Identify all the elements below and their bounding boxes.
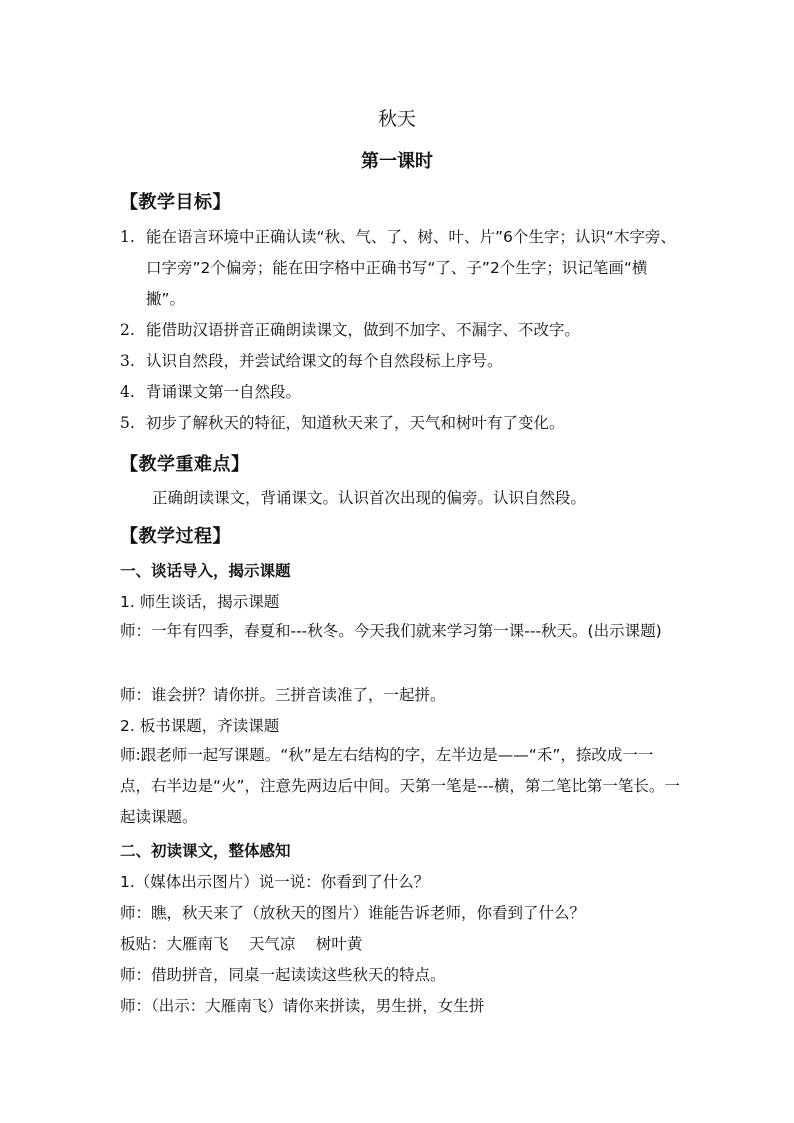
goal-item-1: [120, 222, 680, 315]
goal-item-3: [120, 346, 680, 377]
section-1-paragraph-3: 师:跟老师一起写课题。“秋”是左右结构的字，左半边是——“禾”，捺改成一一点，右半边是“火”，注意先两边后中间。天第一笔是---横，第二笔比第一笔长。一起读课题。: [120, 746, 680, 826]
section-1-title: 一、谈话导入，揭示课题: [120, 562, 291, 580]
section-2-paragraph-1: 师：瞧，秋天来了（放秋天的图片）谁能告诉老师，你看到了什么？: [120, 904, 586, 922]
goals-heading: 【教学目标】: [120, 192, 231, 213]
goal-item-5: [120, 408, 680, 439]
document-title: 秋天: [377, 108, 416, 130]
goal-number: 4.: [120, 383, 135, 401]
goal-text: 能在语言环境中正确认读“秋、气、了、树、叶、片”6个生字；认识“木字旁、口字旁”2个偏旁；能在田字格中正确书写“了、子”2个生字；识记笔画“横撇”。: [146, 228, 676, 308]
key-points-text: 正确朗读课文，背诵课文。认识首次出现的偏旁。认识自然段。: [152, 489, 587, 507]
section-1-paragraph-1: 师：一年有四季，春夏和---秋冬。今天我们就来学习第一课---秋天。(出示课题): [120, 622, 662, 640]
section-2-paragraph-3: 师：（出示：大雁南飞）请你来拼读，男生拼，女生拼: [120, 997, 485, 1015]
section-1-step-1: 1. 师生谈话，揭示课题: [120, 593, 280, 611]
section-2-paragraph-2: 师：借助拼音，同桌一起读读这些秋天的特点。: [120, 966, 446, 984]
key-points-heading: 【教学重难点】: [120, 454, 250, 475]
goal-number: 5.: [120, 414, 135, 432]
goal-item-4: [120, 377, 680, 408]
section-2-step-1: 1.（媒体出示图片）说一说：你看到了什么？: [120, 873, 430, 891]
goal-text: 初步了解秋天的特征，知道秋天来了，天气和树叶有了变化。: [146, 414, 565, 432]
goal-text: 背诵课文第一自然段。: [146, 383, 302, 401]
goal-number: 1.: [120, 228, 135, 246]
goal-number: 2.: [120, 321, 135, 339]
section-1-step-2: 2. 板书课题，齐读课题: [120, 717, 280, 735]
goal-text: 认识自然段，并尝试给课文的每个自然段标上序号。: [146, 352, 503, 370]
goal-item-2: [120, 315, 680, 346]
goal-number: 3.: [120, 352, 135, 370]
section-2-title: 二、初读课文，整体感知: [120, 842, 291, 860]
board-notes: 板贴：大雁南飞 天气凉 树叶黄: [120, 935, 363, 953]
section-1-paragraph-2: 师：谁会拼？请你拼。三拼音读准了，一起拼。: [120, 686, 446, 704]
goal-text: 能借助汉语拼音正确朗读课文，做到不加字、不漏字、不改字。: [146, 321, 581, 339]
lesson-subtitle: 第一课时: [361, 151, 433, 172]
process-heading: 【教学过程】: [120, 526, 231, 547]
